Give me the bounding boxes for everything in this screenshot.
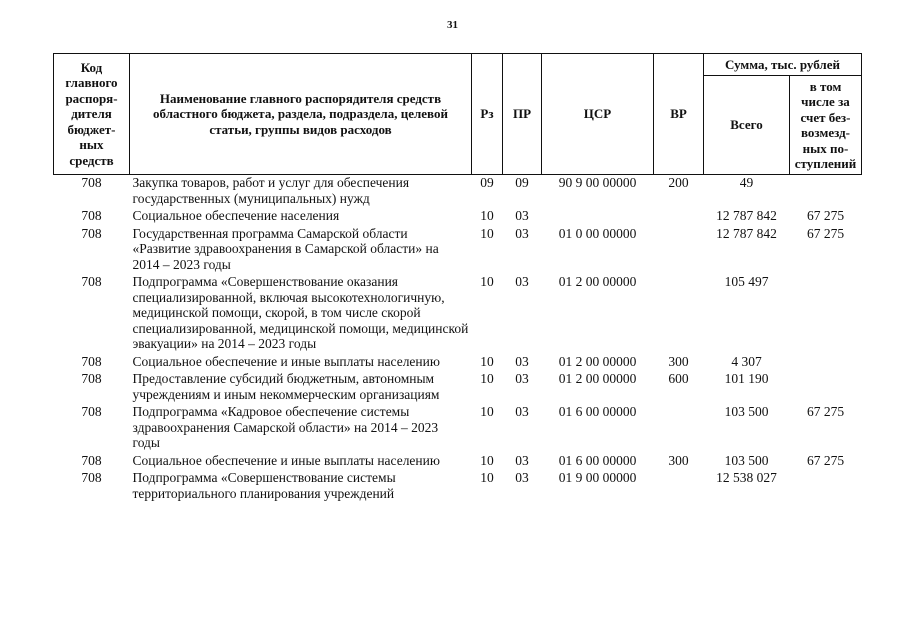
table-body	[54, 175, 862, 504]
cell-code: 708	[81, 175, 102, 190]
header-pr: ПР	[503, 54, 542, 175]
table-row	[54, 354, 862, 372]
page-number: 31	[447, 19, 458, 31]
cell-code: 708	[81, 470, 102, 485]
table-header	[54, 54, 862, 175]
cell-code: 708	[81, 452, 102, 468]
cell-rz: 10	[480, 208, 494, 223]
cell-rz: 09	[480, 175, 494, 190]
cell-vr: 300	[668, 353, 689, 369]
cell-vr	[654, 404, 704, 453]
cell-pr: 03	[515, 452, 529, 468]
cell-including: 67 275	[806, 452, 845, 468]
cell-name: Закупка товаров, работ и услуг для обеспечения государственных (муниципальных) нужд	[132, 175, 410, 206]
cell-vr: 200	[668, 175, 689, 190]
cell-code: 708	[81, 274, 102, 289]
cell-name: Социальное обеспечение населения	[132, 208, 340, 223]
cell-code: 708	[81, 353, 102, 369]
cell-code: 708	[81, 208, 102, 223]
table-row	[54, 404, 862, 453]
cell-including: 67 275	[806, 404, 845, 419]
cell-including: 67 275	[806, 208, 845, 223]
cell-name: Предоставление субсидий бюджетным, автономным учреждениям и иным некоммерческим организациям	[132, 371, 440, 402]
cell-rz: 10	[480, 470, 494, 485]
table-row	[54, 371, 862, 404]
cell-pr: 03	[515, 371, 529, 386]
header-name: Наименование главного распорядителя средств областного бюджета, раздела, подраздела, целевой статьи, группы видов расходов	[130, 54, 472, 175]
cell-pr: 03	[515, 404, 529, 419]
header-rz: Рз	[472, 54, 503, 175]
cell-csr: 01 6 00 00000	[558, 452, 637, 468]
cell-name: Социальное обеспечение и иные выплаты населению	[132, 353, 440, 369]
header-code: Код главного распоря-дителя бюджет-ных средств	[54, 54, 130, 175]
cell-csr: 01 0 00 00000	[558, 225, 637, 241]
cell-total: 49	[739, 175, 754, 190]
table-row	[54, 208, 862, 226]
cell-total: 12 787 842	[716, 208, 777, 223]
cell-pr: 03	[515, 274, 529, 289]
header-including: в том числе за счет без-возмезд-ных по-ступлений	[790, 76, 862, 175]
table-row	[54, 470, 862, 503]
budget-table	[53, 53, 862, 503]
cell-name: Подпрограмма «Совершенствование системы территориального планирования учреждений	[132, 470, 396, 501]
cell-rz: 10	[480, 371, 494, 386]
cell-rz: 10	[480, 353, 494, 369]
cell-code: 708	[81, 371, 102, 386]
cell-total: 103 500	[724, 404, 769, 419]
cell-pr: 03	[515, 225, 529, 241]
cell-rz: 10	[480, 452, 494, 468]
cell-including	[790, 274, 862, 354]
cell-vr: 600	[668, 371, 689, 386]
cell-total: 12 538 027	[716, 470, 777, 485]
cell-name: Подпрограмма «Совершенствование оказания специализированной, включая высокотехнологичную, медицинской помощи, скорой, в том числе скорой специализированной, медицинской помощи, медицинской эвакуации» на 2014 – 2023 годы	[132, 274, 469, 351]
cell-csr: 01 2 00 00000	[558, 371, 637, 386]
cell-csr: 01 9 00 00000	[558, 470, 637, 485]
cell-csr: 90 9 00 00000	[558, 175, 637, 190]
cell-name: Подпрограмма «Кадровое обеспечение системы здравоохранения Самарской области» на 2014 – 2023 годы	[132, 404, 439, 450]
table-row	[54, 453, 862, 471]
cell-vr	[654, 274, 704, 354]
cell-code: 708	[81, 404, 102, 419]
cell-csr: 01 2 00 00000	[558, 274, 637, 289]
cell-including	[790, 354, 862, 372]
cell-csr	[542, 208, 654, 226]
cell-rz: 10	[480, 404, 494, 419]
cell-rz: 10	[480, 225, 494, 241]
cell-including: 67 275	[806, 225, 845, 241]
cell-including	[790, 470, 862, 503]
header-vr: ВР	[654, 54, 704, 175]
cell-total: 103 500	[724, 452, 769, 468]
cell-csr: 01 6 00 00000	[558, 404, 637, 419]
cell-vr	[654, 208, 704, 226]
cell-total: 105 497	[724, 274, 769, 289]
header-total: Всего	[704, 76, 790, 175]
header-csr: ЦСР	[542, 54, 654, 175]
table-row	[54, 175, 862, 209]
header-sum-group: Сумма, тыс. рублей	[704, 54, 862, 76]
cell-name: Социальное обеспечение и иные выплаты населению	[132, 452, 440, 468]
cell-vr: 300	[668, 452, 689, 468]
cell-csr: 01 2 00 00000	[558, 353, 637, 369]
cell-code: 708	[81, 225, 102, 241]
cell-pr: 03	[515, 208, 529, 223]
cell-pr: 03	[515, 353, 529, 369]
cell-vr	[654, 470, 704, 503]
cell-including	[790, 175, 862, 209]
cell-pr: 09	[515, 175, 529, 190]
cell-pr: 03	[515, 470, 529, 485]
cell-total: 4 307	[731, 353, 762, 369]
cell-name: Государственная программа Самарской области «Развитие здравоохранения в Самарской области» на 2014 – 2023 годы	[132, 225, 439, 272]
cell-total: 12 787 842	[716, 225, 777, 241]
table-row	[54, 274, 862, 354]
cell-rz: 10	[480, 274, 494, 289]
cell-including	[790, 371, 862, 404]
cell-total: 101 190	[724, 371, 769, 386]
cell-vr	[654, 226, 704, 275]
table-row	[54, 226, 862, 275]
